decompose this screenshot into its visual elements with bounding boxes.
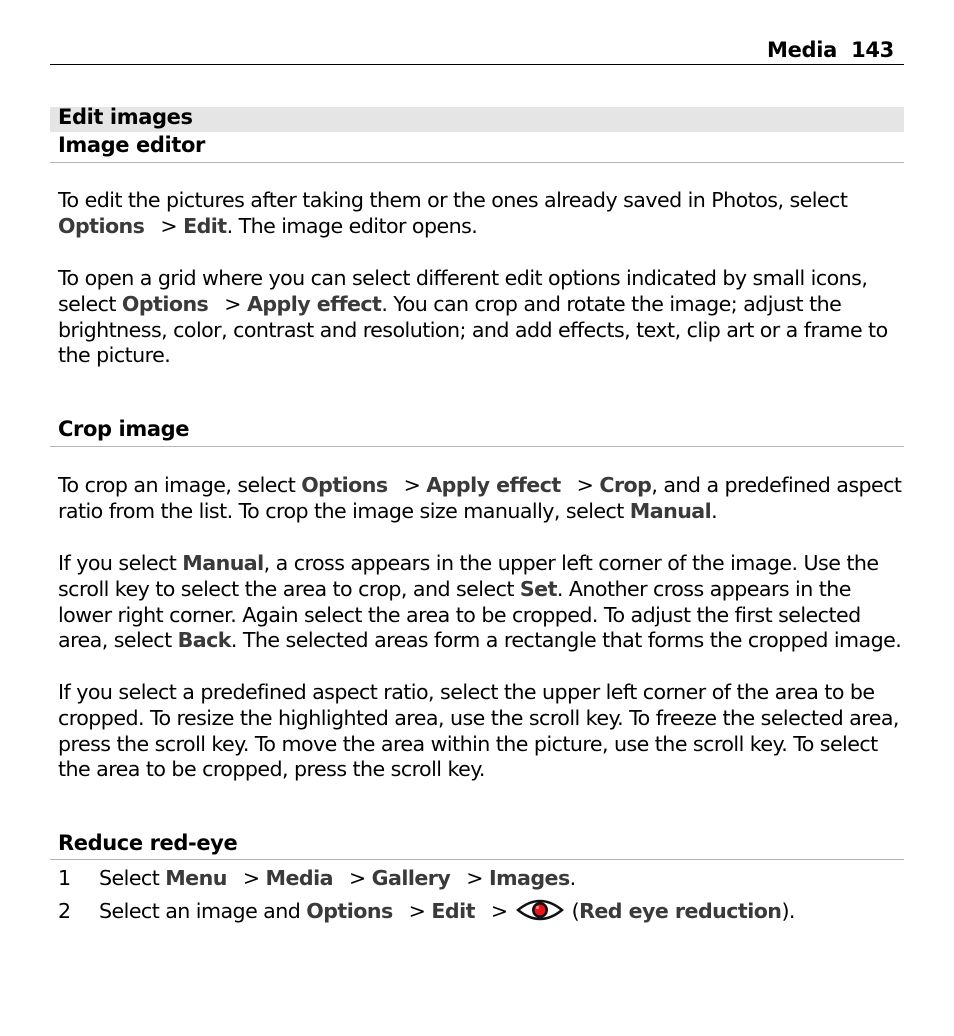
ui-apply-effect: Apply effect xyxy=(426,473,561,497)
ui-media: Media xyxy=(265,866,333,890)
ui-crop: Crop xyxy=(599,473,652,497)
ui-manual: Manual xyxy=(182,551,264,575)
step-number: 1 xyxy=(58,866,71,890)
heading-rule xyxy=(50,162,904,163)
ui-apply-effect: Apply effect xyxy=(246,291,382,316)
ui-set: Set xyxy=(519,576,557,601)
paragraph-crop-1: To crop an image, select Options > Apply effect > Crop, and a predefined aspect ratio from the list. To crop the image size manually, select Manual. xyxy=(58,473,902,523)
ui-edit: Edit xyxy=(431,899,475,923)
header-section: Media xyxy=(767,38,838,62)
ui-options: Options xyxy=(58,213,145,238)
ui-options: Options xyxy=(301,473,388,497)
step-text: Select Menu > Media > Gallery > Images. xyxy=(99,866,576,890)
ui-menu: Menu xyxy=(165,866,227,890)
ui-images: Images xyxy=(488,866,570,890)
ui-back: Back xyxy=(177,628,231,653)
step-number: 2 xyxy=(58,899,71,923)
section-title-edit-images: Edit images xyxy=(58,105,193,129)
paragraph-image-editor-2: To open a grid where you can select different edit options indicated by small icons, select Options > Apply effect. You can crop and rotate the image; adjust the brightness, color, contrast and resolution; and add effects, text, clip art or a frame to the picture. xyxy=(58,266,888,368)
ui-options: Options xyxy=(121,291,209,316)
running-header xyxy=(50,36,904,65)
ui-options: Options xyxy=(306,899,393,923)
paragraph-crop-3: If you select a predefined aspect ratio, select the upper left corner of the area to be cropped. To resize the highlighted area, use the scroll key. To freeze the selected area, press the scroll key. To move the area within the picture, use the scroll key. To select the area to be cropped, press the scroll key. xyxy=(58,680,899,782)
paragraph-crop-2: If you select Manual, a cross appears in the upper left corner of the image. Use the scroll key to select the area to crop, and select Set. Another cross appears in the lower right corner. Again select the area to be cropped. To adjust the first selected area, select Back. The selected areas form a rectangle that forms the cropped image. xyxy=(58,551,902,653)
step-text: Select an image and Options > Edit > (Red eye reduction). xyxy=(99,899,795,923)
red-eye-icon xyxy=(516,897,564,923)
header-text xyxy=(767,38,894,62)
heading-rule xyxy=(50,859,904,860)
page-number: 143 xyxy=(851,38,894,62)
heading-reduce-red-eye: Reduce red-eye xyxy=(58,831,238,855)
ui-red-eye-reduction: Red eye reduction xyxy=(579,899,782,923)
ui-manual: Manual xyxy=(629,498,712,523)
heading-rule xyxy=(50,446,904,447)
heading-crop-image: Crop image xyxy=(58,417,190,441)
heading-image-editor: Image editor xyxy=(58,133,205,157)
ui-edit: Edit xyxy=(183,213,227,238)
ui-gallery: Gallery xyxy=(371,866,451,890)
paragraph-image-editor-1: To edit the pictures after taking them or the ones already saved in Photos, select Options > Edit. The image editor opens. xyxy=(58,188,848,238)
